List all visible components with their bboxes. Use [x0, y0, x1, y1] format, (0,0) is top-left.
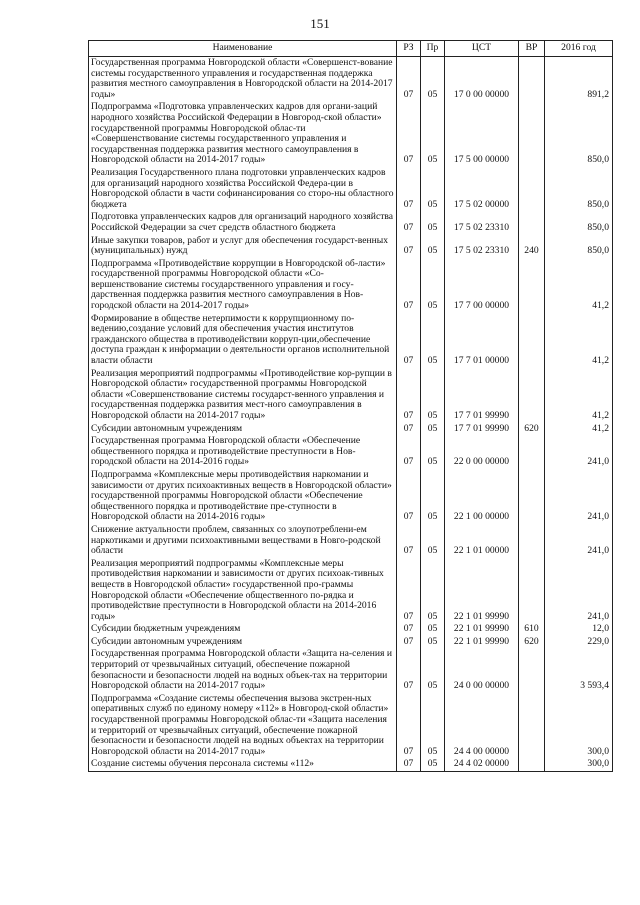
cell-rz: 07	[397, 258, 421, 313]
cell-name: Формирование в обществе нетерпимости к коррупционному по-ведению,создание условий для обеспечения участия институтов гражданского общества в противодействии корруп-ции,обеспечение доступа граждан к информации о деятельности органов исполнительной власти области	[89, 313, 397, 368]
cell-pr: 05	[421, 558, 445, 624]
cell-pr: 05	[421, 623, 445, 636]
cell-rz: 07	[397, 758, 421, 771]
cell-name: Подпрограмма «Создание системы обеспечения вызова экстрен-ных оперативных служб по единому номеру «112» в Новгород-ской области» государственной программы Новгородской облас-ти «Защита населения и территорий от чрезвычайных ситуаций, обеспечение пожарной безопасности и безопасности людей на водных объектах на территории Новгородской области на 2014-2017 годы»	[89, 693, 397, 759]
cell-rz: 07	[397, 57, 421, 102]
cell-vr	[519, 167, 545, 211]
cell-csr: 17 7 01 99990	[445, 368, 519, 423]
cell-rz: 07	[397, 623, 421, 636]
cell-csr: 17 5 02 00000	[445, 167, 519, 211]
cell-sum: 241,0	[545, 524, 613, 558]
cell-pr: 05	[421, 648, 445, 692]
cell-sum: 241,0	[545, 435, 613, 469]
cell-pr: 05	[421, 469, 445, 524]
cell-sum: 229,0	[545, 636, 613, 649]
cell-csr: 22 1 01 99990	[445, 623, 519, 636]
cell-csr: 17 0 00 00000	[445, 57, 519, 102]
cell-csr: 17 5 02 23310	[445, 235, 519, 258]
cell-rz: 07	[397, 423, 421, 436]
cell-name: Реализация мероприятий подпрограммы «Комплексные меры противодействия наркомании и зависимости от других психоак-тивных веществ в Новгородской области» государственной про-граммы Новгородской области «Обеспечение общественного по-рядка и противодействие преступности в Новгородской области на 2014-2016 годы»	[89, 558, 397, 624]
cell-pr: 05	[421, 101, 445, 167]
cell-pr: 05	[421, 524, 445, 558]
cell-sum: 850,0	[545, 235, 613, 258]
cell-vr: 610	[519, 623, 545, 636]
table-row	[89, 469, 613, 524]
table-row	[89, 101, 613, 167]
cell-csr: 22 1 01 99990	[445, 558, 519, 624]
cell-name: Государственная программа Новгородской области «Обеспечение общественного порядка и противодействие преступности в Нов-городской области на 2014-2016 годы»	[89, 435, 397, 469]
table-header	[89, 41, 613, 57]
cell-sum: 300,0	[545, 693, 613, 759]
cell-name: Подготовка управленческих кадров для организаций народного хозяйства Российской Федерации за счет средств областного бюджета	[89, 211, 397, 234]
header-name: Наименование	[89, 41, 397, 57]
cell-sum: 3 593,4	[545, 648, 613, 692]
cell-name: Подпрограмма «Подготовка управленческих кадров для органи-заций народного хозяйства Российской Федерации в Новгород-ской области» государственной программы Новгородской облас-ти «Совершенствование системы государственного управления и государственная поддержка развития местного самоуправления в Новгородской области на 2014-2017 годы»	[89, 101, 397, 167]
cell-sum: 41,2	[545, 423, 613, 436]
cell-sum: 850,0	[545, 101, 613, 167]
header-year: 2016 год	[545, 41, 613, 57]
cell-csr: 17 7 01 99990	[445, 423, 519, 436]
cell-sum: 300,0	[545, 758, 613, 771]
cell-pr: 05	[421, 167, 445, 211]
table-row	[89, 558, 613, 624]
header-pr: Пр	[421, 41, 445, 57]
table-row	[89, 693, 613, 759]
cell-rz: 07	[397, 368, 421, 423]
cell-pr: 05	[421, 693, 445, 759]
header-vr: ВР	[519, 41, 545, 57]
cell-vr	[519, 368, 545, 423]
table-row	[89, 235, 613, 258]
cell-csr: 17 7 00 00000	[445, 258, 519, 313]
cell-name: Субсидии автономным учреждениям	[89, 636, 397, 649]
cell-rz: 07	[397, 101, 421, 167]
cell-vr	[519, 258, 545, 313]
cell-name: Создание системы обучения персонала системы «112»	[89, 758, 397, 771]
cell-name: Снижение актуальности проблем, связанных со злоупотреблени-ем наркотиками и другими психоактивными веществами в Новго-родской области	[89, 524, 397, 558]
table-row	[89, 258, 613, 313]
cell-vr: 620	[519, 423, 545, 436]
table-row	[89, 167, 613, 211]
cell-pr: 05	[421, 636, 445, 649]
cell-pr: 05	[421, 313, 445, 368]
cell-pr: 05	[421, 211, 445, 234]
cell-rz: 07	[397, 313, 421, 368]
table-row	[89, 313, 613, 368]
cell-vr	[519, 469, 545, 524]
cell-sum: 41,2	[545, 258, 613, 313]
cell-csr: 17 5 00 00000	[445, 101, 519, 167]
cell-rz: 07	[397, 167, 421, 211]
cell-sum: 891,2	[545, 57, 613, 102]
cell-name: Подпрограмма «Противодействие коррупции в Новгородской об-ласти» государственной программы Новгородской области «Со-вершенствование системы государственного управления и госу-дарственная поддержка развития местного самоуправления в Нов-городской области на 2014-2017 годы»	[89, 258, 397, 313]
cell-pr: 05	[421, 423, 445, 436]
cell-vr	[519, 435, 545, 469]
cell-vr	[519, 524, 545, 558]
cell-name: Подпрограмма «Комплексные меры противодействия наркомании и зависимости от других психоактивных веществ в Новгородской области» государственной программы Новгородской области «Обеспечение общественного порядка и противодействие пре-ступности в Новгородской области на 2014-2016 годы»	[89, 469, 397, 524]
cell-sum: 41,2	[545, 368, 613, 423]
cell-rz: 07	[397, 211, 421, 234]
cell-rz: 07	[397, 235, 421, 258]
cell-csr: 24 0 00 00000	[445, 648, 519, 692]
cell-csr: 24 4 00 00000	[445, 693, 519, 759]
table-row	[89, 636, 613, 649]
table-row	[89, 368, 613, 423]
cell-pr: 05	[421, 758, 445, 771]
cell-sum: 850,0	[545, 211, 613, 234]
cell-rz: 07	[397, 558, 421, 624]
cell-csr: 22 1 00 00000	[445, 469, 519, 524]
page-number: 151	[310, 16, 330, 31]
cell-vr	[519, 57, 545, 102]
cell-sum: 850,0	[545, 167, 613, 211]
cell-name: Реализация мероприятий подпрограммы «Противодействие кор-рупции в Новгородской области» государственной программы Новгородской области «Совершенствование системы государст-венного управления и государственная поддержка развития мест-ного самоуправления в Новгородской области на 2014-2017 годы»	[89, 368, 397, 423]
cell-name: Субсидии бюджетным учреждениям	[89, 623, 397, 636]
cell-rz: 07	[397, 524, 421, 558]
cell-vr	[519, 313, 545, 368]
cell-name: Государственная программа Новгородской области «Совершенст-вование системы государственного управления и государственная поддержка развития местного самоуправления в Новгородской области на 2014-2017 годы»	[89, 57, 397, 102]
cell-csr: 17 7 01 00000	[445, 313, 519, 368]
cell-pr: 05	[421, 435, 445, 469]
cell-sum: 241,0	[545, 558, 613, 624]
table-row	[89, 211, 613, 234]
cell-pr: 05	[421, 57, 445, 102]
cell-vr	[519, 758, 545, 771]
cell-pr: 05	[421, 368, 445, 423]
cell-vr	[519, 693, 545, 759]
cell-rz: 07	[397, 636, 421, 649]
cell-name: Реализация Государственного плана подготовки управленческих кадров для организаций народного хозяйства Российской Федера-ции в Новгородской области в части софинансирования со сторо-ны областного бюджета	[89, 167, 397, 211]
cell-vr	[519, 648, 545, 692]
cell-pr: 05	[421, 258, 445, 313]
table-row	[89, 623, 613, 636]
table-row	[89, 648, 613, 692]
cell-csr: 22 1 01 00000	[445, 524, 519, 558]
header-rz: РЗ	[397, 41, 421, 57]
cell-csr: 22 0 00 00000	[445, 435, 519, 469]
cell-sum: 241,0	[545, 469, 613, 524]
budget-table	[88, 40, 613, 772]
cell-pr: 05	[421, 235, 445, 258]
cell-name: Государственная программа Новгородской области «Защита на-селения и территорий от чрезвычайных ситуаций, обеспечение пожарной безопасности и безопасности людей на водных объек-тах на территории Новгородской области на 2014-2017 годы»	[89, 648, 397, 692]
cell-csr: 17 5 02 23310	[445, 211, 519, 234]
cell-vr	[519, 558, 545, 624]
cell-csr: 22 1 01 99990	[445, 636, 519, 649]
cell-sum: 12,0	[545, 623, 613, 636]
cell-vr	[519, 101, 545, 167]
cell-vr: 620	[519, 636, 545, 649]
cell-vr: 240	[519, 235, 545, 258]
cell-vr	[519, 211, 545, 234]
table-body	[89, 57, 613, 772]
header-csr: ЦСТ	[445, 41, 519, 57]
cell-rz: 07	[397, 648, 421, 692]
cell-name: Иные закупки товаров, работ и услуг для обеспечения государст-венных (муниципальных) нужд	[89, 235, 397, 258]
table-row	[89, 435, 613, 469]
table-row	[89, 524, 613, 558]
cell-name: Субсидии автономным учреждениям	[89, 423, 397, 436]
table-row	[89, 423, 613, 436]
cell-rz: 07	[397, 693, 421, 759]
cell-csr: 24 4 02 00000	[445, 758, 519, 771]
table-row	[89, 57, 613, 102]
cell-rz: 07	[397, 469, 421, 524]
cell-sum: 41,2	[545, 313, 613, 368]
table-row	[89, 758, 613, 771]
cell-rz: 07	[397, 435, 421, 469]
